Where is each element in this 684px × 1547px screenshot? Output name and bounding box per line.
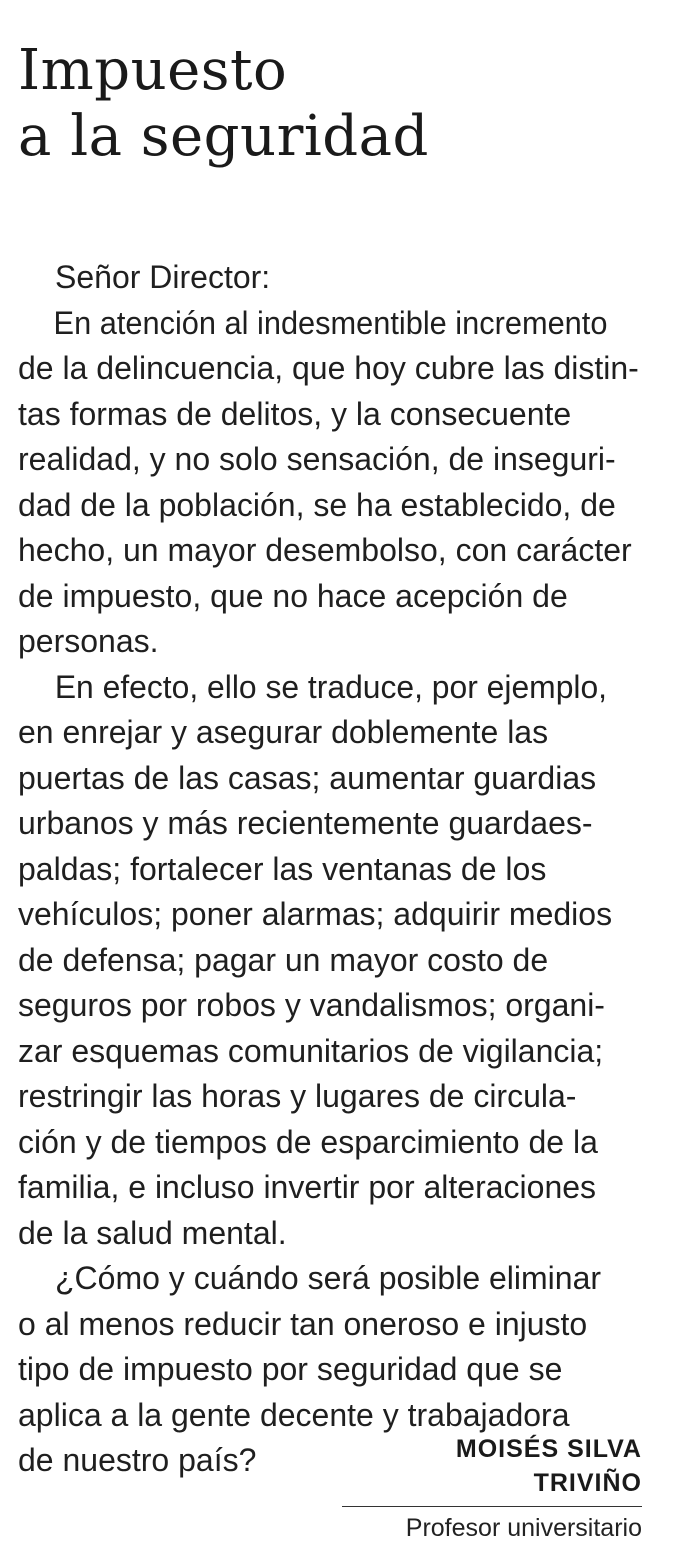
headline-line-2: a la seguridad [18,104,429,169]
p1-line: realidad, y no solo sensación, de inseguri- [18,441,616,477]
p2-line: En efecto, ello se traduce, por ejemplo, [54,668,608,705]
p1-line: hecho, un mayor desembolso, con carácter [18,532,632,568]
p3-line: tipo de impuesto por seguridad que se [18,1351,563,1387]
p1-line: de impuesto, que no hace acepción de [18,577,568,614]
p2-line: restringir las horas y lugares de circula- [18,1078,577,1114]
p1-line: de la delincuencia, que hoy cubre las distin- [18,350,639,386]
paragraph-2 [18,665,644,1257]
p2-line: en enrejar y asegurar doblemente las [18,714,549,750]
author-name: MOISÉS SILVA TRIVIÑO [342,1432,642,1507]
p2-line: puertas de las casas; aumentar guardias [18,759,597,796]
p1-line: En atención al indesmentible incremento [53,304,608,341]
headline-line-1: Impuesto [18,38,288,103]
signature-block [342,1432,642,1547]
p2-line: urbanos y más recientemente guardaes- [18,805,593,841]
p3-line: de nuestro país? [18,1442,257,1478]
author-title: Profesor universitario [405,1514,642,1542]
p2-line: familia, e incluso invertir por alteraciones [18,1169,597,1205]
letter-body [18,255,644,1484]
p2-line: de la salud mental. [18,1214,287,1251]
p2-line: seguros por robos y vandalismos; organi- [18,987,605,1023]
p1-line: tas formas de delitos, y la consecuente [18,395,572,432]
p3-line: aplica a la gente decente y trabajadora [18,1396,570,1433]
headline [18,38,644,170]
p1-line: personas. [18,623,159,659]
p2-line: zar esquemas comunitarios de vigilancia; [18,1032,604,1069]
p2-line: de defensa; pagar un mayor costo de [18,941,549,978]
p1-line: dad de la población, se ha establecido, de [18,486,616,523]
p2-line: vehículos; poner alarmas; adquirir medios [18,896,613,932]
p2-line: ción y de tiempos de esparcimiento de la [18,1123,598,1160]
paragraph-1 [18,301,644,665]
p2-line: paldas; fortalecer las ventanas de los [18,850,547,887]
p3-line: o al menos reducir tan oneroso e injusto [18,1305,588,1342]
salutation: Señor Director: [55,259,271,295]
p3-line: ¿Cómo y cuándo será posible eliminar [55,1260,602,1296]
